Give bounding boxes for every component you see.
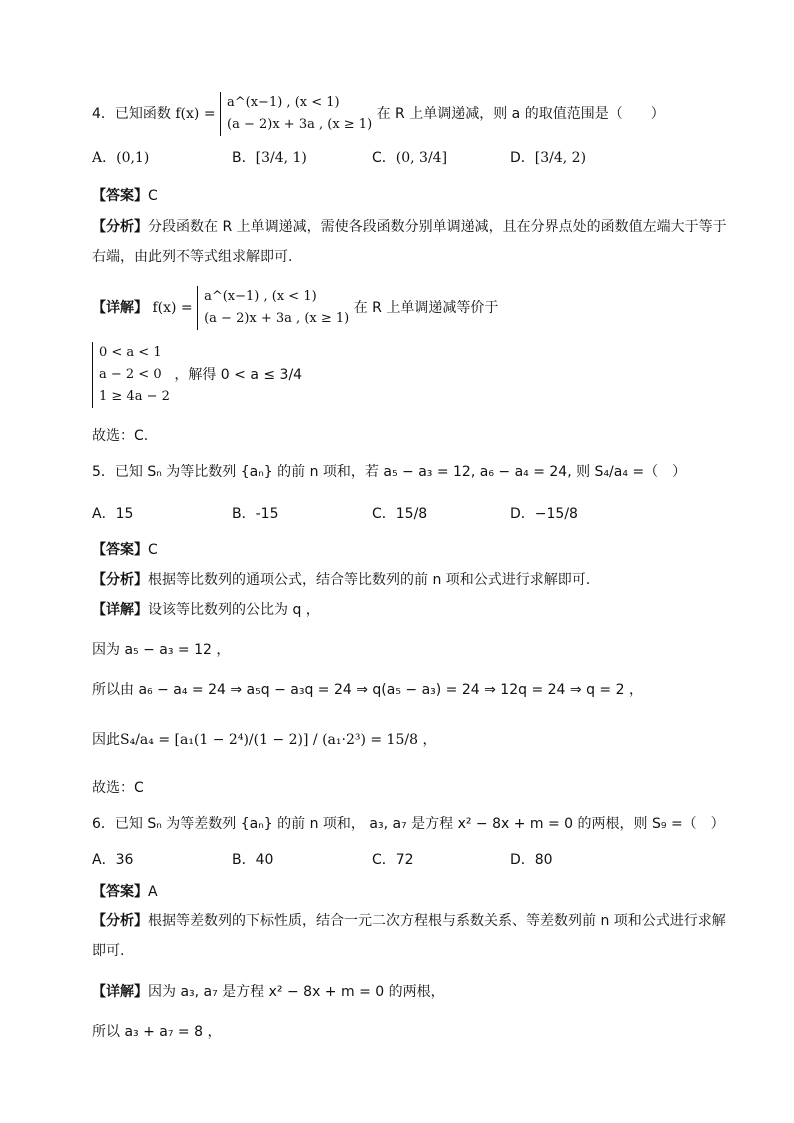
q6-option-b[interactable]: B．40 (232, 852, 274, 868)
q4-inequality-system: 0 < a < 1 a − 2 < 0 1 ≥ 4a − 2 (92, 342, 170, 408)
q4-fx: f(x) = (175, 106, 216, 122)
analysis-tag: 【分析】 (92, 219, 148, 235)
q4-post: 在 R 上单调递减，则 a 的取值范围是（ ） (376, 106, 665, 122)
q4-choose: 故选：C. (92, 428, 149, 444)
q5-option-c[interactable]: C．15/8 (372, 506, 428, 522)
q4-analysis: 【分析】分段函数在 R 上单调递减，需使各段函数分别单调递减，且在分界点处的函数值左端大于等于右端，由此列不等式组求解即可. (92, 219, 727, 265)
q6-option-c[interactable]: C．72 (372, 852, 414, 868)
q4-stem (92, 92, 665, 130)
q4-option-d[interactable]: D．[3/4, 2) (510, 150, 587, 166)
q6-step1: 所以 a₃ + a₇ = 8 ， (92, 1024, 222, 1040)
q6-option-a[interactable]: A．36 (92, 852, 134, 868)
q4-case2: (a − 2)x + 3a , (x ≥ 1) (227, 117, 373, 132)
q5-option-a[interactable]: A．15 (92, 506, 134, 522)
q5-detail: 【详解】设该等比数列的公比为 q ， (92, 602, 320, 618)
q6-analysis: 【分析】根据等差数列的下标性质，结合一元二次方程根与系数关系、等差数列前 n 项和公式进行求解即可. (92, 913, 726, 959)
q4-detail-piecewise: a^(x−1) , (x < 1) (a − 2)x + 3a , (x ≥ 1) (197, 286, 349, 330)
q5-step2: 所以由 a₆ − a₄ = 24 ⇒ a₅q − a₃q = 24 ⇒ q(a₅ − a₃) = 24 ⇒ 12q = 24 ⇒ q = 2 ， (92, 682, 643, 698)
q4-detail: 【详解】 f(x) = a^(x−1) , (x < 1) (a − 2)x + 3a , (x ≥ 1) 在 R 上单调递减等价于 (92, 286, 498, 326)
q6-answer: 【答案】A (92, 884, 158, 900)
answer-tag: 【答案】 (92, 188, 148, 204)
q5-step3: 因此S₄/a₄ = [a₁(1 − 2⁴)/(1 − 2)] / (a₁·2³) = 15/8 ， (92, 732, 437, 748)
q4-number: 4． (92, 106, 115, 122)
q4-piecewise (220, 92, 372, 136)
q5-option-d[interactable]: D．−15/8 (510, 506, 578, 522)
q5-step1: 因为 a₅ − a₃ = 12 ， (92, 642, 231, 658)
q5-analysis: 【分析】根据等比数列的通项公式，结合等比数列的前 n 项和公式进行求解即可. (92, 572, 591, 588)
q5-stem: 5．已知 Sₙ 为等比数列 {aₙ} 的前 n 项和，若 a₅ − a₃ = 12, a₆ − a₄ = 24, 则 S₄/a₄ =（ ） (92, 464, 687, 480)
q5-answer: 【答案】C (92, 542, 158, 558)
q4-pre: 已知函数 (114, 106, 171, 122)
q4-system (92, 342, 302, 408)
q6-detail: 【详解】因为 a₃, a₇ 是方程 x² − 8x + m = 0 的两根， (92, 984, 445, 1000)
q4-option-a[interactable]: A．(0,1) (92, 150, 150, 166)
q5-choose: 故选：C (92, 780, 144, 796)
q6-option-d[interactable]: D．80 (510, 852, 553, 868)
q4-case1: a^(x−1) , (x < 1) (227, 95, 340, 110)
q4-option-c[interactable]: C．(0, 3/4] (372, 150, 448, 166)
q4-answer: 【答案】C (92, 188, 158, 204)
q4-option-b[interactable]: B．[3/4, 1) (232, 150, 307, 166)
detail-tag: 【详解】 (92, 300, 148, 316)
q4-solve: ，解得 0 < a ≤ 3/4 (174, 367, 303, 383)
q6-number: 6． (92, 816, 115, 832)
q6-stem: 6．已知 Sₙ 为等差数列 {aₙ} 的前 n 项和， a₃, a₇ 是方程 x² − 8x + m = 0 的两根，则 S₉ =（ ） (92, 816, 725, 832)
q5-option-b[interactable]: B．-15 (232, 506, 279, 522)
q5-number: 5． (92, 464, 115, 480)
